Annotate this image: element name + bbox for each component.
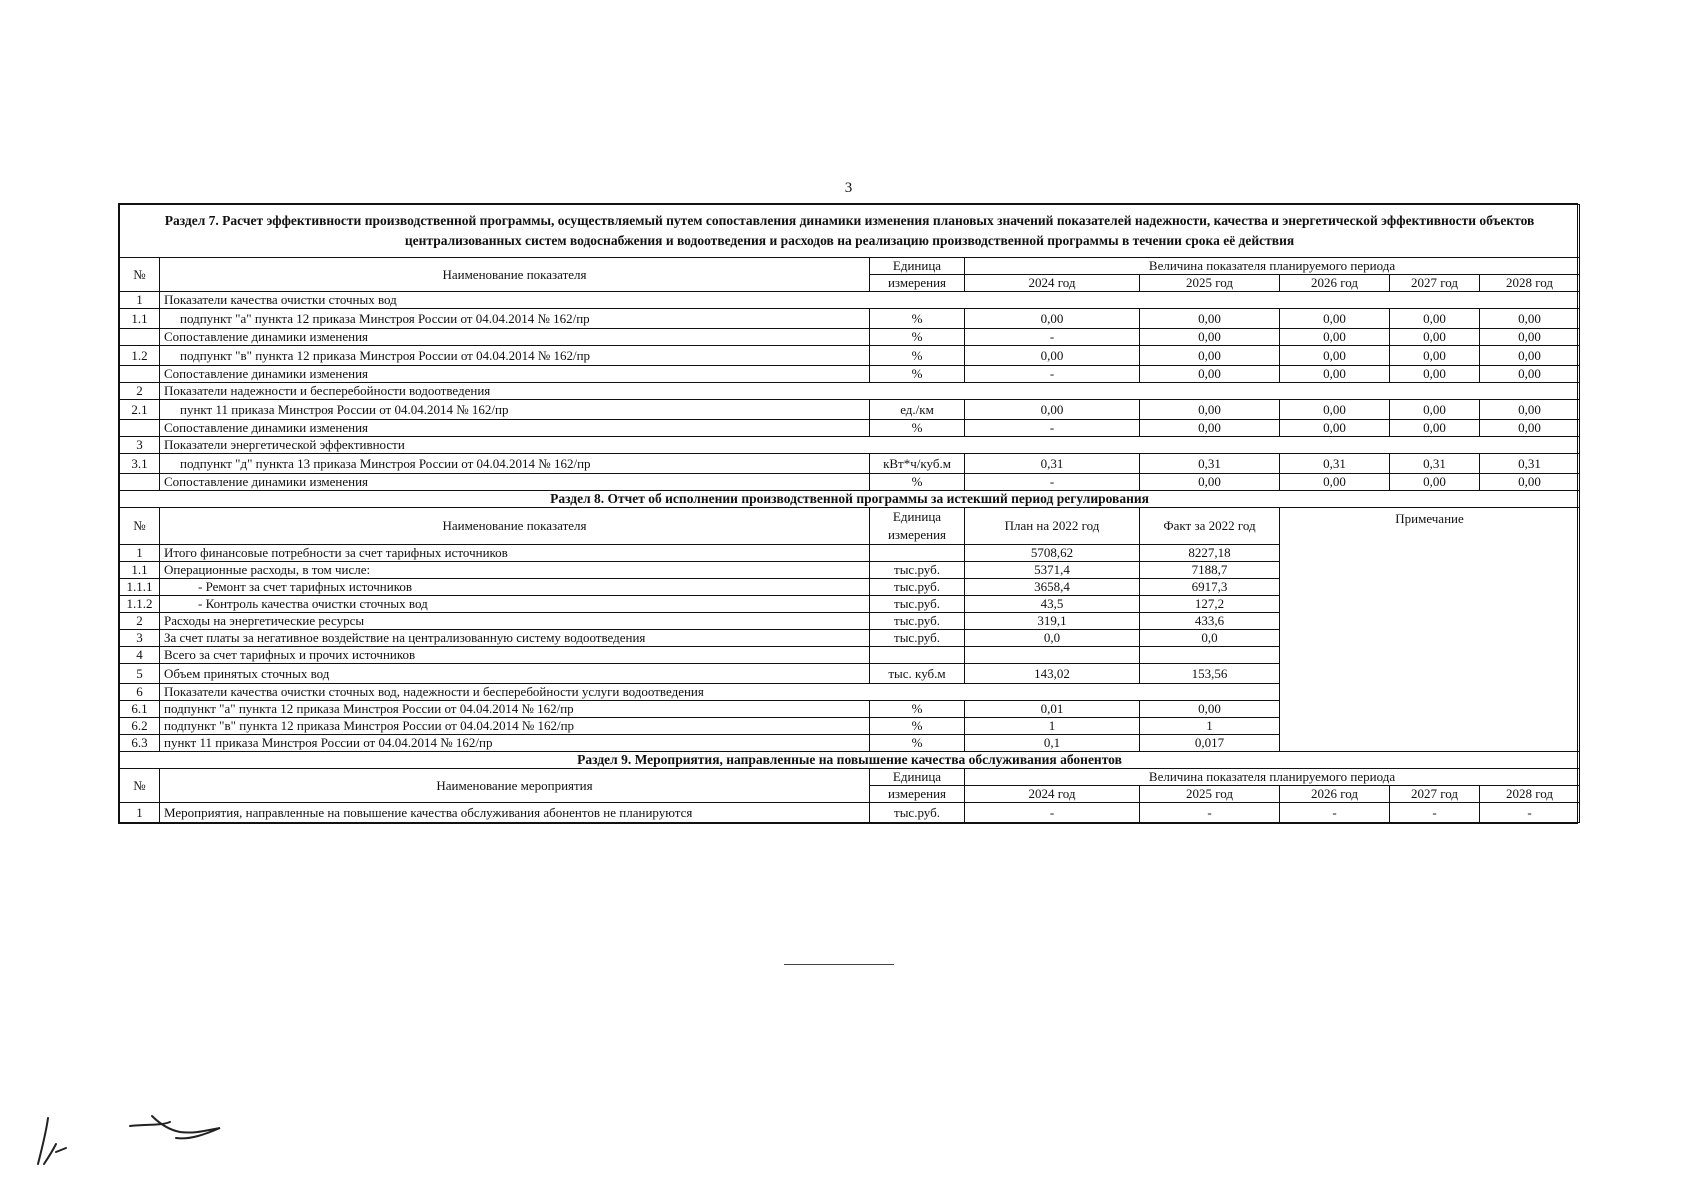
indicator-name: подпункт "в" пункта 12 приказа Минстроя России от 04.04.2014 № 162/пр xyxy=(160,718,870,735)
plan-value: 0,1 xyxy=(965,735,1140,752)
section7-header-year: 2024 год xyxy=(965,275,1140,292)
section7-header-unit-line1: Единица xyxy=(870,258,965,275)
value-2026: 0,00 xyxy=(1280,329,1390,346)
section8-title: Раздел 8. Отчет об исполнении производственной программы за истекший период регулирования xyxy=(120,491,1580,508)
unit: тыс.руб. xyxy=(870,562,965,579)
unit: % xyxy=(870,701,965,718)
plan-value: 319,1 xyxy=(965,613,1140,630)
value-2024: 0,00 xyxy=(965,309,1140,329)
unit: % xyxy=(870,735,965,752)
section7-header-year: 2026 год xyxy=(1280,275,1390,292)
unit: тыс.руб. xyxy=(870,613,965,630)
row-num xyxy=(120,420,160,437)
unit: % xyxy=(870,346,965,366)
section8-header-plan: План на 2022 год xyxy=(965,508,1140,545)
indicator-name: подпункт "а" пункта 12 приказа Минстроя России от 04.04.2014 № 162/пр xyxy=(160,309,870,329)
section7-header-year: 2028 год xyxy=(1480,275,1580,292)
unit: кВт*ч/куб.м xyxy=(870,454,965,474)
value-2027: 0,00 xyxy=(1390,474,1480,491)
value-2028: 0,00 xyxy=(1480,309,1580,329)
fact-value xyxy=(1140,647,1280,664)
section8-header-unit-line1: Единица xyxy=(892,509,942,524)
indicator-name: Всего за счет тарифных и прочих источников xyxy=(160,647,870,664)
row-num: 6.3 xyxy=(120,735,160,752)
plan-value: 1 xyxy=(965,718,1140,735)
fact-value: 0,00 xyxy=(1140,701,1280,718)
value-2028: 0,00 xyxy=(1480,400,1580,420)
value-2025: 0,00 xyxy=(1140,366,1280,383)
indicator-name: подпункт "а" пункта 12 приказа Минстроя России от 04.04.2014 № 162/пр xyxy=(160,701,870,718)
section7-header-year: 2025 год xyxy=(1140,275,1280,292)
value-2024: 0,31 xyxy=(965,454,1140,474)
section9-header-year: 2027 год xyxy=(1390,786,1480,803)
plan-value: 143,02 xyxy=(965,664,1140,684)
row-num: 1 xyxy=(120,545,160,562)
fact-value: 8227,18 xyxy=(1140,545,1280,562)
value-2025: 0,00 xyxy=(1140,346,1280,366)
table-body xyxy=(120,205,1580,823)
section7-header-num: № xyxy=(120,258,160,292)
row-num: 6 xyxy=(120,684,160,701)
section7-header-period: Величина показателя планируемого периода xyxy=(965,258,1580,275)
row-num: 6.2 xyxy=(120,718,160,735)
plan-value: 3658,4 xyxy=(965,579,1140,596)
section9-header-unit-line2: измерения xyxy=(870,786,965,803)
unit: тыс.руб. xyxy=(870,803,965,823)
table-row xyxy=(120,366,1580,383)
section8-header-unit xyxy=(870,508,965,545)
page-number: 3 xyxy=(844,180,853,196)
fact-value: 0,0 xyxy=(1140,630,1280,647)
value-2024: - xyxy=(965,420,1140,437)
row-num: 3 xyxy=(120,437,160,454)
fact-value: 7188,7 xyxy=(1140,562,1280,579)
unit: ед./км xyxy=(870,400,965,420)
row-num: 6.1 xyxy=(120,701,160,718)
row-num xyxy=(120,329,160,346)
row-num: 2 xyxy=(120,613,160,630)
section8-header-unit-line2: измерения xyxy=(887,527,947,542)
report-table xyxy=(119,204,1580,823)
table-row xyxy=(120,329,1580,346)
value-2028: 0,31 xyxy=(1480,454,1580,474)
value-2027: 0,31 xyxy=(1390,454,1480,474)
unit: % xyxy=(870,420,965,437)
value-2025: 0,00 xyxy=(1140,329,1280,346)
unit: тыс. куб.м xyxy=(870,664,965,684)
row-num: 1.1 xyxy=(120,562,160,579)
row-num: 1.1.2 xyxy=(120,596,160,613)
value-2024: - xyxy=(965,366,1140,383)
table-row xyxy=(120,309,1580,329)
table-row xyxy=(120,383,1580,400)
value-2026: 0,00 xyxy=(1280,420,1390,437)
row-num xyxy=(120,366,160,383)
table-row xyxy=(120,400,1580,420)
unit: тыс.руб. xyxy=(870,579,965,596)
value-2024: - xyxy=(965,803,1140,823)
fact-value: 1 xyxy=(1140,718,1280,735)
unit xyxy=(870,647,965,664)
value-2027: 0,00 xyxy=(1390,309,1480,329)
group-name: Показатели качества очистки сточных вод, надежности и бесперебойности услуги водоотведения xyxy=(160,684,1280,701)
row-num: 4 xyxy=(120,647,160,664)
value-2026: 0,00 xyxy=(1280,366,1390,383)
indicator-name: Сопоставление динамики изменения xyxy=(160,366,870,383)
section7-header-name: Наименование показателя xyxy=(160,258,870,292)
value-2028: 0,00 xyxy=(1480,474,1580,491)
row-num: 1.2 xyxy=(120,346,160,366)
unit xyxy=(870,545,965,562)
table-row xyxy=(120,346,1580,366)
value-2027: 0,00 xyxy=(1390,346,1480,366)
plan-value: 5708,62 xyxy=(965,545,1140,562)
value-2027: 0,00 xyxy=(1390,420,1480,437)
section7-title: Раздел 7. Расчет эффективности производственной программы, осуществляемый путем сопоставления динамики изменения плановых значений показателей надежности, качества и энергетической эффективности объектов централизованных систем водоснабжения и водоотведения и расходов на реализацию производственной программы в течении срока её действия xyxy=(120,205,1580,258)
indicator-name: - Ремонт за счет тарифных источников xyxy=(160,579,870,596)
section9-header-name: Наименование мероприятия xyxy=(160,769,870,803)
row-num: 2 xyxy=(120,383,160,400)
section9-header-year: 2025 год xyxy=(1140,786,1280,803)
value-2027: 0,00 xyxy=(1390,366,1480,383)
value-2026: 0,00 xyxy=(1280,346,1390,366)
indicator-name: Расходы на энергетические ресурсы xyxy=(160,613,870,630)
section9-header-period: Величина показателя планируемого периода xyxy=(965,769,1580,786)
fact-value: 127,2 xyxy=(1140,596,1280,613)
row-num: 1 xyxy=(120,803,160,823)
row-num xyxy=(120,474,160,491)
section9-header-year: 2026 год xyxy=(1280,786,1390,803)
row-num: 5 xyxy=(120,664,160,684)
indicator-name: Операционные расходы, в том числе: xyxy=(160,562,870,579)
value-2028: - xyxy=(1480,803,1580,823)
row-num: 3.1 xyxy=(120,454,160,474)
group-name: Показатели качества очистки сточных вод xyxy=(160,292,1580,309)
indicator-name: Сопоставление динамики изменения xyxy=(160,474,870,491)
row-num: 2.1 xyxy=(120,400,160,420)
row-num: 3 xyxy=(120,630,160,647)
indicator-name: пункт 11 приказа Минстроя России от 04.04.2014 № 162/пр xyxy=(160,400,870,420)
section8-header-fact: Факт за 2022 год xyxy=(1140,508,1280,545)
table-row xyxy=(120,420,1580,437)
value-2028: 0,00 xyxy=(1480,366,1580,383)
unit: % xyxy=(870,366,965,383)
indicator-name: Объем принятых сточных вод xyxy=(160,664,870,684)
value-2026: 0,00 xyxy=(1280,474,1390,491)
value-2025: - xyxy=(1140,803,1280,823)
separator-line xyxy=(784,964,894,965)
indicator-name: подпункт "в" пункта 12 приказа Минстроя России от 04.04.2014 № 162/пр xyxy=(160,346,870,366)
value-2025: 0,31 xyxy=(1140,454,1280,474)
value-2028: 0,00 xyxy=(1480,346,1580,366)
unit: % xyxy=(870,718,965,735)
value-2026: 0,31 xyxy=(1280,454,1390,474)
value-2024: - xyxy=(965,474,1140,491)
row-num: 1.1 xyxy=(120,309,160,329)
indicator-name: подпункт "д" пункта 13 приказа Минстроя России от 04.04.2014 № 162/пр xyxy=(160,454,870,474)
indicator-name: Итого финансовые потребности за счет тарифных источников xyxy=(160,545,870,562)
table-row xyxy=(120,437,1580,454)
indicator-name: пункт 11 приказа Минстроя России от 04.04.2014 № 162/пр xyxy=(160,735,870,752)
unit: % xyxy=(870,474,965,491)
group-name: Показатели энергетической эффективности xyxy=(160,437,1580,454)
value-2027: 0,00 xyxy=(1390,329,1480,346)
table-row xyxy=(120,474,1580,491)
value-2025: 0,00 xyxy=(1140,474,1280,491)
document-table-frame xyxy=(118,203,1578,824)
section8-header-name: Наименование показателя xyxy=(160,508,870,545)
section9-header-year: 2028 год xyxy=(1480,786,1580,803)
value-2025: 0,00 xyxy=(1140,400,1280,420)
unit: тыс.руб. xyxy=(870,596,965,613)
plan-value: 5371,4 xyxy=(965,562,1140,579)
indicator-name: За счет платы за негативное воздействие на централизованную систему водоотведения xyxy=(160,630,870,647)
table-row xyxy=(120,454,1580,474)
fact-value: 6917,3 xyxy=(1140,579,1280,596)
value-2024: 0,00 xyxy=(965,346,1140,366)
section8-header-num: № xyxy=(120,508,160,545)
value-2025: 0,00 xyxy=(1140,309,1280,329)
row-num: 1.1.1 xyxy=(120,579,160,596)
plan-value: 43,5 xyxy=(965,596,1140,613)
value-2026: - xyxy=(1280,803,1390,823)
section9-header-year: 2024 год xyxy=(965,786,1140,803)
table-row xyxy=(120,292,1580,309)
row-num: 1 xyxy=(120,292,160,309)
value-2024: - xyxy=(965,329,1140,346)
fact-value: 433,6 xyxy=(1140,613,1280,630)
section9-header-unit-line1: Единица xyxy=(870,769,965,786)
value-2024: 0,00 xyxy=(965,400,1140,420)
unit: тыс.руб. xyxy=(870,630,965,647)
plan-value: 0,0 xyxy=(965,630,1140,647)
value-2027: - xyxy=(1390,803,1480,823)
section8-header-note: Примечание xyxy=(1280,508,1580,752)
unit: % xyxy=(870,309,965,329)
section9-header-num: № xyxy=(120,769,160,803)
value-2027: 0,00 xyxy=(1390,400,1480,420)
group-name: Показатели надежности и бесперебойности водоотведения xyxy=(160,383,1580,400)
unit: % xyxy=(870,329,965,346)
fact-value: 153,56 xyxy=(1140,664,1280,684)
indicator-name: Сопоставление динамики изменения xyxy=(160,420,870,437)
section7-header-unit-line2: измерения xyxy=(870,275,965,292)
fact-value: 0,017 xyxy=(1140,735,1280,752)
value-2028: 0,00 xyxy=(1480,329,1580,346)
table-row xyxy=(120,803,1580,823)
value-2028: 0,00 xyxy=(1480,420,1580,437)
value-2026: 0,00 xyxy=(1280,400,1390,420)
section9-title: Раздел 9. Мероприятия, направленные на повышение качества обслуживания абонентов xyxy=(120,752,1580,769)
value-2025: 0,00 xyxy=(1140,420,1280,437)
section7-header-year: 2027 год xyxy=(1390,275,1480,292)
indicator-name: Сопоставление динамики изменения xyxy=(160,329,870,346)
indicator-name: - Контроль качества очистки сточных вод xyxy=(160,596,870,613)
plan-value: 0,01 xyxy=(965,701,1140,718)
value-2026: 0,00 xyxy=(1280,309,1390,329)
measure-name: Мероприятия, направленные на повышение качества обслуживания абонентов не планируются xyxy=(160,803,870,823)
plan-value xyxy=(965,647,1140,664)
handwritten-signature xyxy=(30,1108,230,1168)
